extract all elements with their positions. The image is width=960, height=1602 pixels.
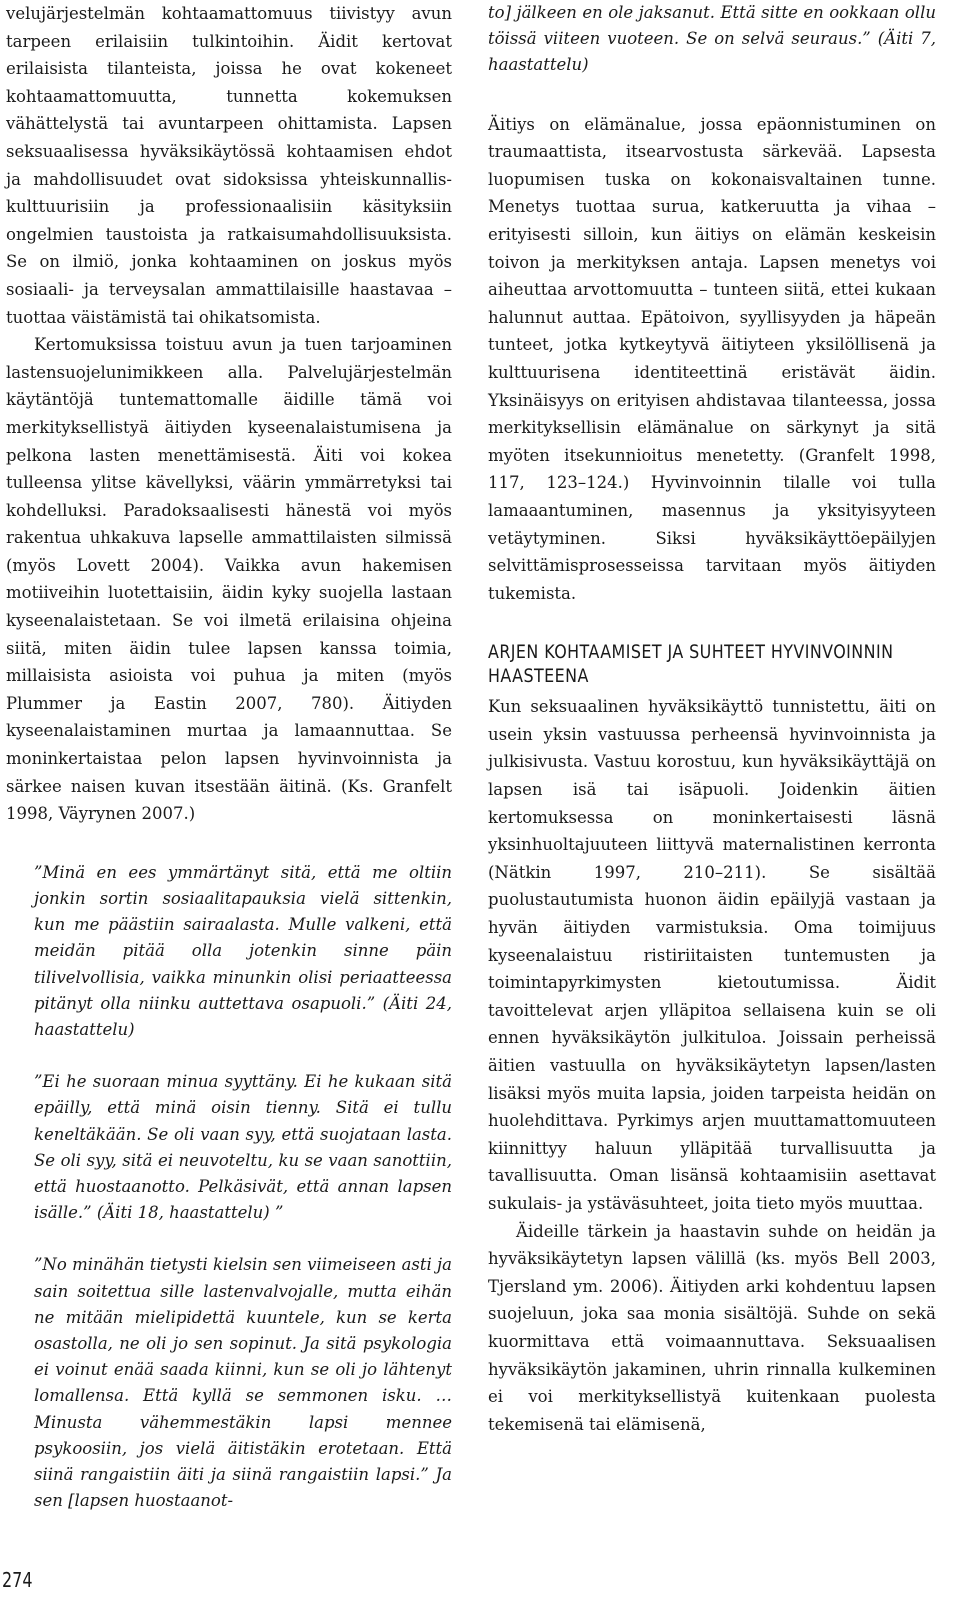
right-column: [488, 0, 936, 1438]
interview-quote-3: ”No minähän tietysti kielsin sen viimeiseen asti ja sain soitettua sille lastenvalvojalle, mutta eihän ne mitään mielipidettä kuuntele, kun se kerta osastolla, ne oli jo sen sopinut. Ja sitä psykologia ei voinut enää saada kiinni, kun se oli jo lähtenyt lomallensa. Että kyllä se semmonen isku. …Minusta vähemmestäkin lapsi mennee psykoosiin, jos vielä äitistäkin erotetaan. Että siinä rangaistiin äiti ja siinä rangaistiin lapsi.” Ja sen [lapsen huostaanot-: [34, 1255, 452, 1511]
right-paragraph-2: Kun seksuaalinen hyväksikäyttö tunnistettu, äiti on usein yksin vastuussa perheensä hyvinvoinnista ja julkisivusta. Vastuu korostuu, kun hyväksikäyttäjä on lapsen isä tai isäpuoli. Joidenkin äitien kertomuksessa on moninkertaisesti läsnä yksinhuoltajuuteen liittyvä maternalistinen kerronta (Nätkin 1997, 210–211). Se sisältää puolustautumista huonon äidin epäilyjä vastaan ja hyvän äitiyden varmistuksia. Oma toimijuus kyseenalaistuu ristiriitaisten tuntemusten ja toimintapyrkimysten kietoutumissa. Äidit tavoittelevat arjen ylläpitoa sellaisena kuin se oli ennen hyväksikäytön julkituloa. Joissain perheissä äitien vastuulla on hyväksikäytetyn lapsen/lasten lisäksi myös muita lapsia, joiden tarpeista heidän on huolehdittava. Pyrkimys arjen muuttamattomuuteen kiinnittyy haluun ylläpitää turvallisuutta ja tavallisuutta. Oman lisänsä kohtaamisiin asettavat sukulais- ja ystäväsuhteet, joita tieto myös muuttaa.: [488, 697, 936, 1213]
left-paragraph-1: velujärjestelmän kohtaamattomuus tiivistyy avun tarpeen erilaisiin tulkintoihin. Äidit kertovat erilaisista tilanteista, joissa he ovat kokeneet kohtaamattomuutta, tunnetta kokemuksen vähättelystä tai avuntarpeen ohittamista. Lapsen seksuaalisessa hyväksikäytössä kohtaamisen ehdot ja mahdollisuudet ovat sidoksissa yhteiskunnallis-kulttuurisiin ja professionaalisiin käsityksiin ongelmien taustoista ja ratkaisumahdollisuuksista. Se on ilmiö, jonka kohtaaminen on joskus myös sosiaali- ja terveysalan ammattilaisille haastavaa – tuottaa väistämistä tai ohikatsomista.: [6, 4, 452, 327]
page-number: 274: [2, 1568, 33, 1592]
left-column: [6, 0, 452, 1520]
section-heading-line-2: HAASTEENA: [488, 666, 589, 688]
section-heading-line-1: ARJEN KOHTAAMISET JA SUHTEET HYVINVOINNIN: [488, 642, 894, 664]
left-paragraph-2: Kertomuksissa toistuu avun ja tuen tarjoaminen lastensuojelunimikkeen alla. Palvelujärjestelmän käytäntöjä tuntemattomalle äidille tämä voi merkityksellistyä äitiyden kyseenalaistumisena ja pelkona lasten menettämisestä. Äiti voi kokea tulleensa ylitse kävellyksi, väärin ymmärretyksi tai kohdelluksi. Paradoksaalisesti hänestä voi myös rakentua uhkakuva lapselle ammattilaisten silmissä (myös Lovett 2004). Vaikka avun hakemisen motiiveihin luotettaisiin, äidin kyky suojella lastaan kyseenalaistetaan. Se voi ilmetä erilaisina ohjeina siitä, miten äidin tulee lapsen kanssa toimia, millaisista asioista voi puhua ja miten (myös Plummer ja Eastin 2007, 780). Äitiyden kyseenalaistaminen murtaa ja lamaannuttaa. Se moninkertaistaa pelon lapsen hyvinvoinnista ja särkee naisen kuvan itsestään äitinä. (Ks. Granfelt 1998, Väyrynen 2007.): [6, 335, 452, 824]
section-heading: [488, 641, 928, 689]
right-paragraph-1: Äitiys on elämänalue, jossa epäonnistuminen on traumaattista, itsearvostusta särkevää. Lapsesta luopumisen tuska on kokonaisvaltainen tunne. Menetys tuottaa surua, katkeruutta ja vihaa – erityisesti silloin, kun äitiys on elämän keskeisin toivon ja merkityksen antaja. Lapsen menetys voi aiheuttaa arvottomuutta – tunteen siitä, ettei kukaan halunnut auttaa. Epätoivon, syyllisyyden ja häpeän tunteet, jotka kytkeytyvä äitiyteen yksilöllisenä ja kulttuurisena identiteettinä eristävät äidin. Yksinäisyys on erityisen ahdistavaa tilanteessa, jossa merkityksellisin elämänalue on särkynyt ja sitä myöten itsekunnioitus menetetty. (Granfelt 1998, 117, 123–124.) Hyvinvoinnin tilalle voi tulla lamaaantuminen, masennus ja yksityisyyteen vetäytyminen. Siksi hyväksikäyttöepäilyjen selvittämisprosesseissa tarvitaan myös äitiyden tukemista.: [488, 114, 936, 603]
right-paragraph-3: Äideille tärkein ja haastavin suhde on heidän ja hyväksikäytetyn lapsen välillä (ks. myös Bell 2003, Tjersland ym. 2006). Äitiyden arki kohdentuu lapsen suojeluun, joka saa monia sisältöjä. Suhde on sekä kuormittava että voimaannuttava. Seksuaalisen hyväksikäytön jakaminen, uhrin rinnalla kulkeminen ei voi merkityksellistyä kuitenkaan puolesta tekemisenä tai elämisenä,: [488, 1221, 936, 1434]
interview-quote-3-continued: to] jälkeen en ole jaksanut. Että sitte en ookkaan ollu töissä viiteen vuoteen. Se on selvä seuraus.” (Äiti 7, haastattelu): [488, 3, 936, 75]
interview-quote-2: ”Ei he suoraan minua syyttäny. Ei he kukaan sitä epäilly, että minä oisin tienny. Sitä ei tullu keneltäkään. Se oli vaan syy, että suojataan lasta. Se oli syy, sitä ei neuvoteltu, ku se vaan sanottiin, että huostaanotto. Pelkäsivät, että annan lapsen isälle.” (Äiti 18, haastattelu) ”: [34, 1072, 452, 1223]
interview-quote-1: ”Minä en ees ymmärtänyt sitä, että me oltiin jonkin sortin sosiaalitapauksia vielä sittenkin, kun me päästiin sairaalasta. Mulle valkeni, että meidän pitää olla jotenkin sinne päin tilivelvollisia, vaikka minunkin olisi periaatteessa pitänyt olla niinku auttettava osapuoli.” (Äiti 24, haastattelu): [34, 862, 452, 1040]
